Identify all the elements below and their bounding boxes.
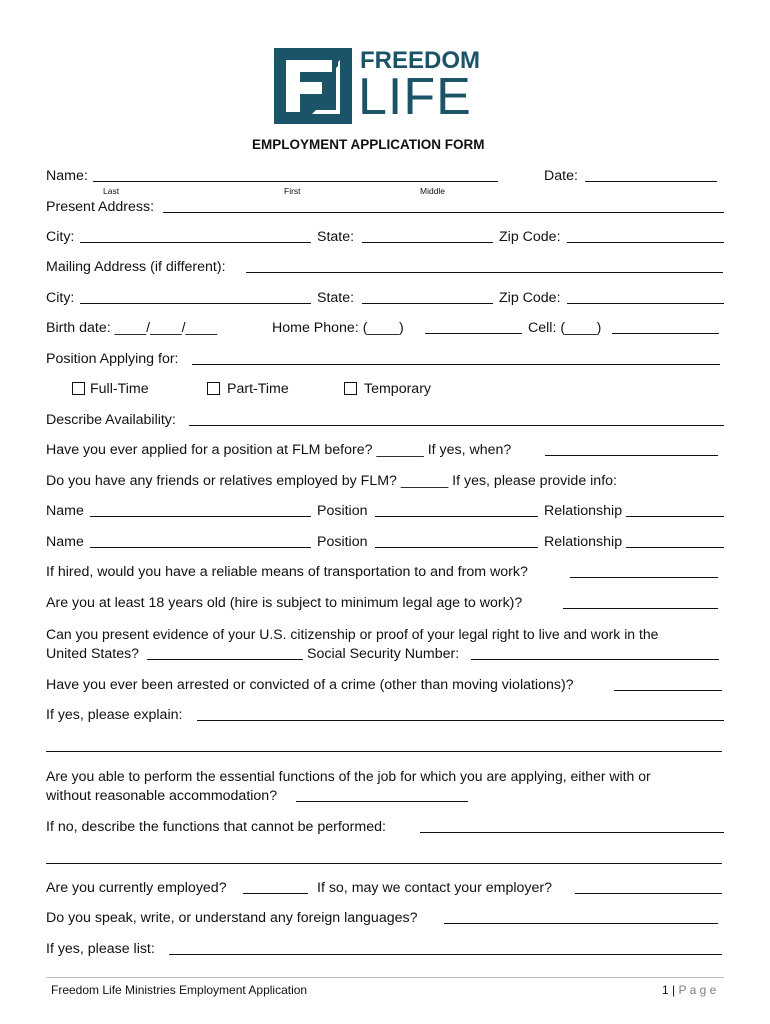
birth-date-label[interactable]: Birth date: ____/____/____ — [46, 320, 218, 336]
ref1-relationship-label: Relationship — [544, 503, 623, 519]
home-phone-label[interactable]: Home Phone: (____) — [272, 320, 404, 336]
mailing-state-field[interactable] — [362, 303, 493, 304]
mailing-city-label: City: — [46, 290, 75, 306]
zip-label: Zip Code: — [499, 229, 561, 245]
mailing-address-field[interactable] — [246, 272, 723, 273]
contact-employer-field[interactable] — [575, 893, 722, 894]
logo-word-life: LIFE — [358, 68, 472, 126]
applied-before-label[interactable]: Have you ever applied for a position at FLM before? ______ If yes, when? — [46, 442, 512, 458]
languages-label: Do you speak, write, or understand any foreign languages? — [46, 910, 418, 926]
mailing-zip-field[interactable] — [567, 303, 724, 304]
mailing-state-label: State: — [317, 290, 355, 306]
present-address-label: Present Address: — [46, 199, 155, 215]
mailing-address-label: Mailing Address (if different): — [46, 259, 226, 275]
ref2-relationship-label: Relationship — [544, 534, 623, 550]
arrested-field[interactable] — [614, 690, 722, 691]
mailing-city-field[interactable] — [80, 303, 311, 304]
temporary-checkbox[interactable] — [344, 382, 357, 395]
availability-field[interactable] — [189, 425, 724, 426]
name-label: Name: — [46, 168, 88, 184]
part-time-label: Part-Time — [227, 381, 289, 397]
part-time-checkbox[interactable] — [207, 382, 220, 395]
temporary-label: Temporary — [364, 381, 432, 397]
currently-employed-field[interactable] — [243, 893, 308, 894]
arrested-label: Have you ever been arrested or convicted of a crime (other than moving violations)? — [46, 677, 574, 693]
ref1-name-field[interactable] — [90, 516, 311, 517]
name-first-caption: First — [284, 186, 301, 196]
date-label: Date: — [544, 168, 578, 184]
position-applying-label: Position Applying for: — [46, 351, 179, 367]
full-time-label: Full-Time — [90, 381, 149, 397]
languages-field[interactable] — [444, 923, 718, 924]
city-field[interactable] — [80, 242, 311, 243]
mailing-zip-label: Zip Code: — [499, 290, 561, 306]
footer-divider — [46, 977, 724, 978]
languages-list-label: If yes, please list: — [46, 941, 155, 957]
functions-no-field-1[interactable] — [420, 832, 724, 833]
position-applying-field[interactable] — [192, 364, 720, 365]
logo — [274, 48, 504, 124]
ssn-field[interactable] — [471, 659, 719, 660]
functions-label-line1: Are you able to perform the essential functions of the job for which you are applying, either with or — [46, 768, 651, 784]
ref1-name-label: Name — [46, 503, 84, 519]
name-last-caption: Last — [103, 186, 120, 196]
home-phone-field[interactable] — [425, 333, 522, 334]
form-title: EMPLOYMENT APPLICATION FORM — [252, 137, 485, 152]
footer-page — [662, 983, 716, 997]
ref2-position-field[interactable] — [375, 547, 538, 548]
availability-label: Describe Availability: — [46, 412, 176, 428]
name-field[interactable] — [93, 181, 498, 182]
ref2-relationship-field[interactable] — [626, 547, 724, 548]
citizenship-label-line1: Can you present evidence of your U.S. citizenship or proof of your legal right to live and work in the — [46, 626, 659, 642]
cell-label[interactable]: Cell: (____) — [528, 320, 602, 336]
page-separator: | — [672, 983, 679, 997]
cell-field[interactable] — [612, 333, 719, 334]
explain-field-1[interactable] — [197, 720, 724, 721]
full-time-checkbox[interactable] — [72, 382, 85, 395]
footer-title: Freedom Life Ministries Employment Application — [51, 983, 308, 997]
applied-before-when-field[interactable] — [545, 455, 718, 456]
state-label: State: — [317, 229, 355, 245]
transportation-field[interactable] — [570, 577, 718, 578]
ref2-name-field[interactable] — [90, 547, 311, 548]
friends-relatives-label[interactable]: Do you have any friends or relatives employed by FLM? ______ If yes, please provide info: — [46, 473, 617, 489]
ref2-name-label: Name — [46, 534, 84, 550]
page-number: 1 — [662, 983, 669, 997]
zip-field[interactable] — [567, 242, 724, 243]
city-label: City: — [46, 229, 75, 245]
name-middle-caption: Middle — [420, 186, 446, 196]
ssn-label: Social Security Number: — [307, 646, 460, 662]
explain-field-2[interactable] — [46, 751, 722, 752]
citizenship-field[interactable] — [147, 659, 303, 660]
page-label: P a g e — [678, 983, 717, 997]
functions-no-label: If no, describe the functions that cannot be performed: — [46, 819, 386, 835]
logo-mark-icon — [274, 48, 352, 124]
age-18-field[interactable] — [563, 608, 718, 609]
languages-list-field[interactable] — [169, 954, 722, 955]
present-address-field[interactable] — [163, 212, 724, 213]
contact-employer-label: If so, may we contact your employer? — [317, 880, 552, 896]
explain-label: If yes, please explain: — [46, 707, 183, 723]
ref1-position-field[interactable] — [375, 516, 538, 517]
ref2-position-label: Position — [317, 534, 368, 550]
functions-field[interactable] — [296, 801, 468, 802]
age-18-label: Are you at least 18 years old (hire is subject to minimum legal age to work)? — [46, 595, 523, 611]
ref1-relationship-field[interactable] — [626, 516, 724, 517]
logo-word-freedom: FREEDOM — [360, 47, 480, 74]
citizenship-label-line2: United States? — [46, 646, 140, 662]
functions-label-line2: without reasonable accommodation? — [46, 788, 278, 804]
transportation-label: If hired, would you have a reliable means of transportation to and from work? — [46, 564, 528, 580]
date-field[interactable] — [585, 181, 717, 182]
state-field[interactable] — [362, 242, 493, 243]
currently-employed-label: Are you currently employed? — [46, 880, 227, 896]
functions-no-field-2[interactable] — [46, 863, 722, 864]
ref1-position-label: Position — [317, 503, 368, 519]
